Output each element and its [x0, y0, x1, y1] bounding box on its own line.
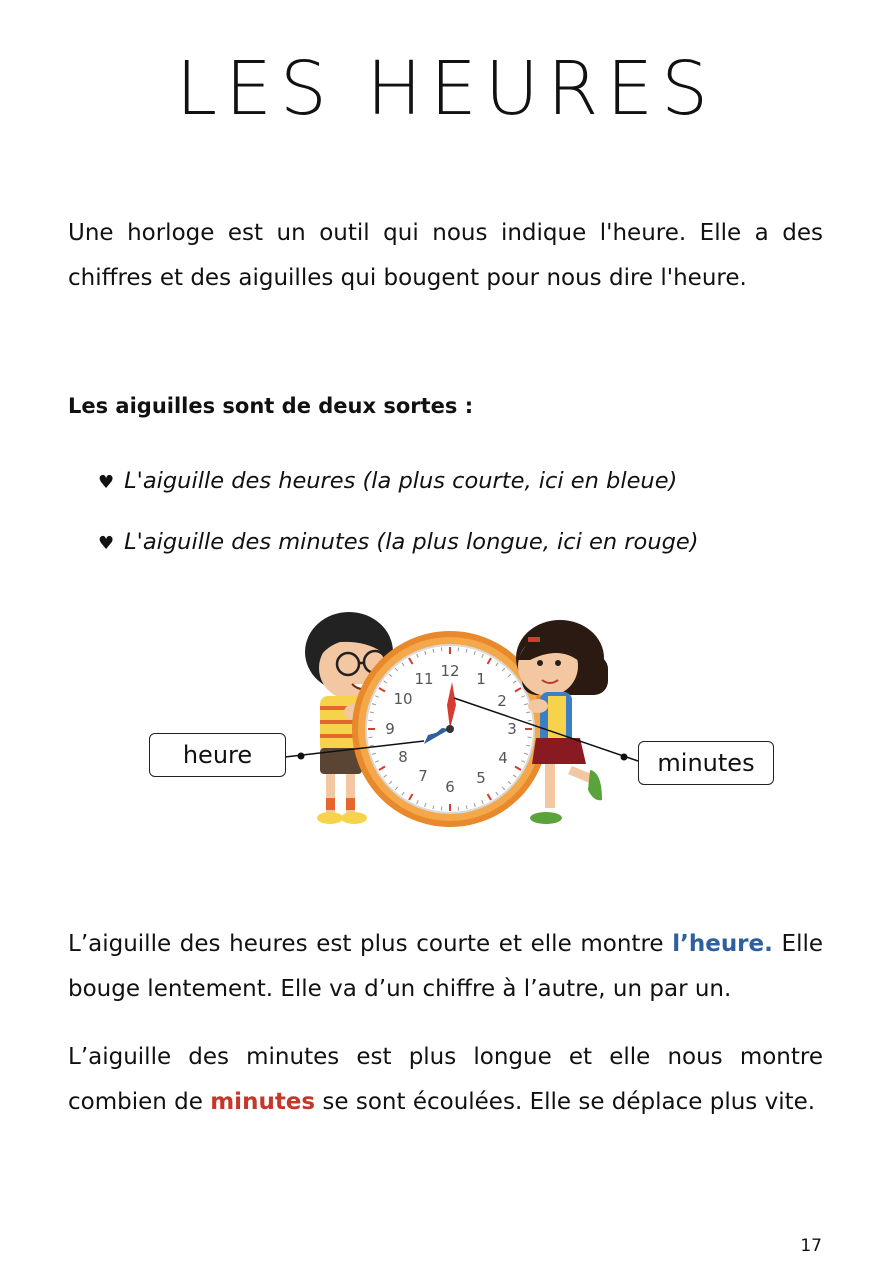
keyword-minutes: minutes: [210, 1089, 316, 1115]
clock-number-11: 11: [414, 670, 434, 688]
clock-number-10: 10: [393, 690, 413, 708]
clock-number-6: 6: [445, 778, 455, 796]
minutes-label: minutes: [638, 741, 774, 785]
hour-hand-paragraph: [68, 922, 823, 1012]
keyword-heure: l’heure.: [672, 931, 773, 957]
hour-text-after: Elle bouge lentement. Elle va d’un chiffre à l’autre, un par un.: [68, 931, 823, 1002]
clock-number-3: 3: [507, 720, 517, 738]
clock-number-12: 12: [440, 662, 460, 680]
intro-paragraph: Une horloge est un outil qui nous indique l'heure. Elle a des chiffres et des aiguilles qui bougent pour nous dire l'heure.: [68, 220, 823, 291]
minute-hand-paragraph: [68, 1035, 823, 1125]
bullet-text-hour: L'aiguille des heures (la plus courte, ici en bleue): [124, 468, 678, 494]
clock-number-7: 7: [418, 767, 428, 785]
clock-number-1: 1: [476, 670, 486, 688]
clock-number-4: 4: [498, 749, 508, 767]
bullet-text-minutes: L'aiguille des minutes (la plus longue, ici en rouge): [124, 529, 699, 555]
hour-label: heure: [149, 733, 286, 777]
clock-number-9: 9: [385, 720, 395, 738]
subheading: Les aiguilles sont de deux sortes :: [68, 394, 474, 418]
page-title: LES HEURES: [175, 46, 717, 132]
clock-number-8: 8: [398, 748, 408, 766]
page-number: 17: [800, 1236, 822, 1256]
heart-icon: ♥: [98, 472, 115, 493]
minutes-text-before: L’aiguille des minutes est plus longue et elle nous montre combien de: [68, 1044, 823, 1115]
heart-icon: ♥: [98, 533, 115, 554]
clock-number-5: 5: [476, 769, 486, 787]
clock-number-2: 2: [497, 692, 507, 710]
minutes-text-after: se sont écoulées. Elle se déplace plus vite.: [315, 1089, 816, 1115]
hour-text-before: L’aiguille des heures est plus courte et elle montre: [68, 931, 673, 957]
